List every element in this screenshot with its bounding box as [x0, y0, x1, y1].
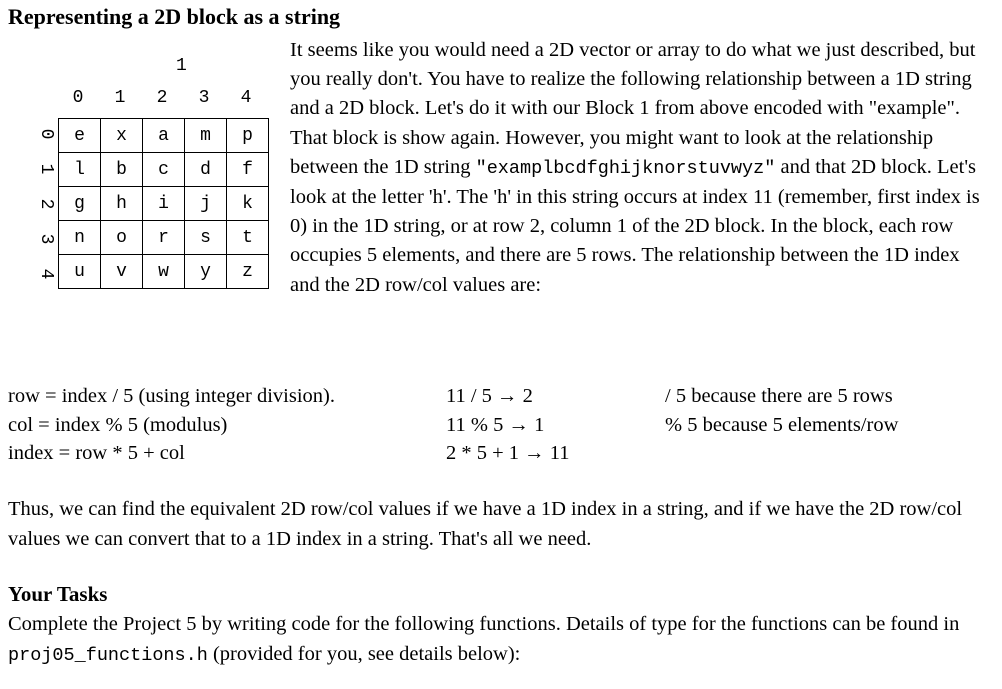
formula-col: col = index % 5 (modulus) — [8, 413, 228, 436]
grid-cell: b — [101, 153, 143, 187]
grid-cell: y — [185, 255, 227, 289]
col-index: 1 — [114, 88, 126, 108]
grid-cell: m — [185, 119, 227, 153]
explanation-text: It seems like you would need a 2D vector or array to do what we just described, but you really don't. You have to realize the following relationship between a 1D string and a 2D block. Let's do it with our Block 1 from above encoded with "example". That block is show again. However, you might want to look at the relationship between the 1D string — [290, 39, 976, 178]
grid-cell: k — [227, 187, 269, 221]
grid-cell: l — [59, 153, 101, 187]
grid-cell: u — [59, 255, 101, 289]
letter-grid — [58, 118, 269, 289]
grid-cell: c — [143, 153, 185, 187]
block-label: 1 — [176, 56, 187, 76]
tasks-heading: Your Tasks — [8, 582, 108, 606]
note-elements: % 5 because 5 elements/row — [665, 413, 899, 436]
grid-cell: w — [143, 255, 185, 289]
grid-cell: t — [227, 221, 269, 255]
row-index: 2 — [36, 198, 56, 210]
row-index: 3 — [36, 233, 56, 245]
grid-cell: f — [227, 153, 269, 187]
grid-cell: x — [101, 119, 143, 153]
col-index: 0 — [72, 88, 84, 108]
row-index: 4 — [36, 268, 56, 280]
note-list — [665, 382, 898, 439]
grid-cell: j — [185, 187, 227, 221]
example-list — [446, 382, 570, 468]
grid-cell: s — [185, 221, 227, 255]
example-string-code: "examplbcdfghijknorstuvwyz" — [475, 157, 776, 179]
grid-cell: z — [227, 255, 269, 289]
grid-cell: h — [101, 187, 143, 221]
formula-index: index = row * 5 + col — [8, 442, 185, 464]
tasks-text: Complete the Project 5 by writing code for the following functions. Details of type for the functions can be found in — [8, 613, 960, 635]
summary-paragraph: Thus, we can find the equivalent 2D row/col values if we have a 1D index in a string, and if we have the 2D row/col values we can convert that to a 1D index in a string. That's all we need. — [8, 498, 963, 550]
row-index: 0 — [36, 128, 56, 140]
explanation-paragraph — [290, 36, 990, 300]
formula-row: row = index / 5 (using integer division). — [8, 385, 335, 407]
grid-cell: p — [227, 119, 269, 153]
grid-cell: n — [59, 221, 101, 255]
example-row: 11 / 5 → 2 — [446, 385, 533, 407]
grid-cell: r — [143, 221, 185, 255]
grid-cell: o — [101, 221, 143, 255]
note-rows: / 5 because there are 5 rows — [665, 385, 893, 407]
tasks-text-cont: (provided for you, see details below): — [207, 642, 521, 665]
grid-cell: d — [185, 153, 227, 187]
grid-cell: e — [59, 119, 101, 153]
col-index: 4 — [240, 88, 252, 108]
grid-cell: v — [101, 255, 143, 289]
grid-cell: a — [143, 119, 185, 153]
tasks-paragraph — [8, 610, 998, 670]
grid-cell: i — [143, 187, 185, 221]
header-filename-code: proj05_functions.h — [8, 644, 208, 666]
example-index: 2 * 5 + 1 → 11 — [446, 442, 570, 464]
row-index: 1 — [36, 163, 56, 175]
section-heading: Representing a 2D block as a string — [8, 4, 341, 29]
col-index: 2 — [156, 88, 168, 108]
formula-list — [8, 382, 335, 468]
explanation-text-cont: and that 2D block. Let's look at the letter 'h'. The 'h' in this string occurs at index 11 (remember, first index is 0) in the 1D string, or at row 2, column 1 of the 2D block. In the block, each row occupies 5 elements, and there are 5 rows. The relationship between the 1D index and the 2D row/col values are: — [290, 155, 980, 296]
grid-cell: g — [59, 187, 101, 221]
example-col: 11 % 5 → 1 — [446, 413, 545, 436]
col-index: 3 — [198, 88, 210, 108]
